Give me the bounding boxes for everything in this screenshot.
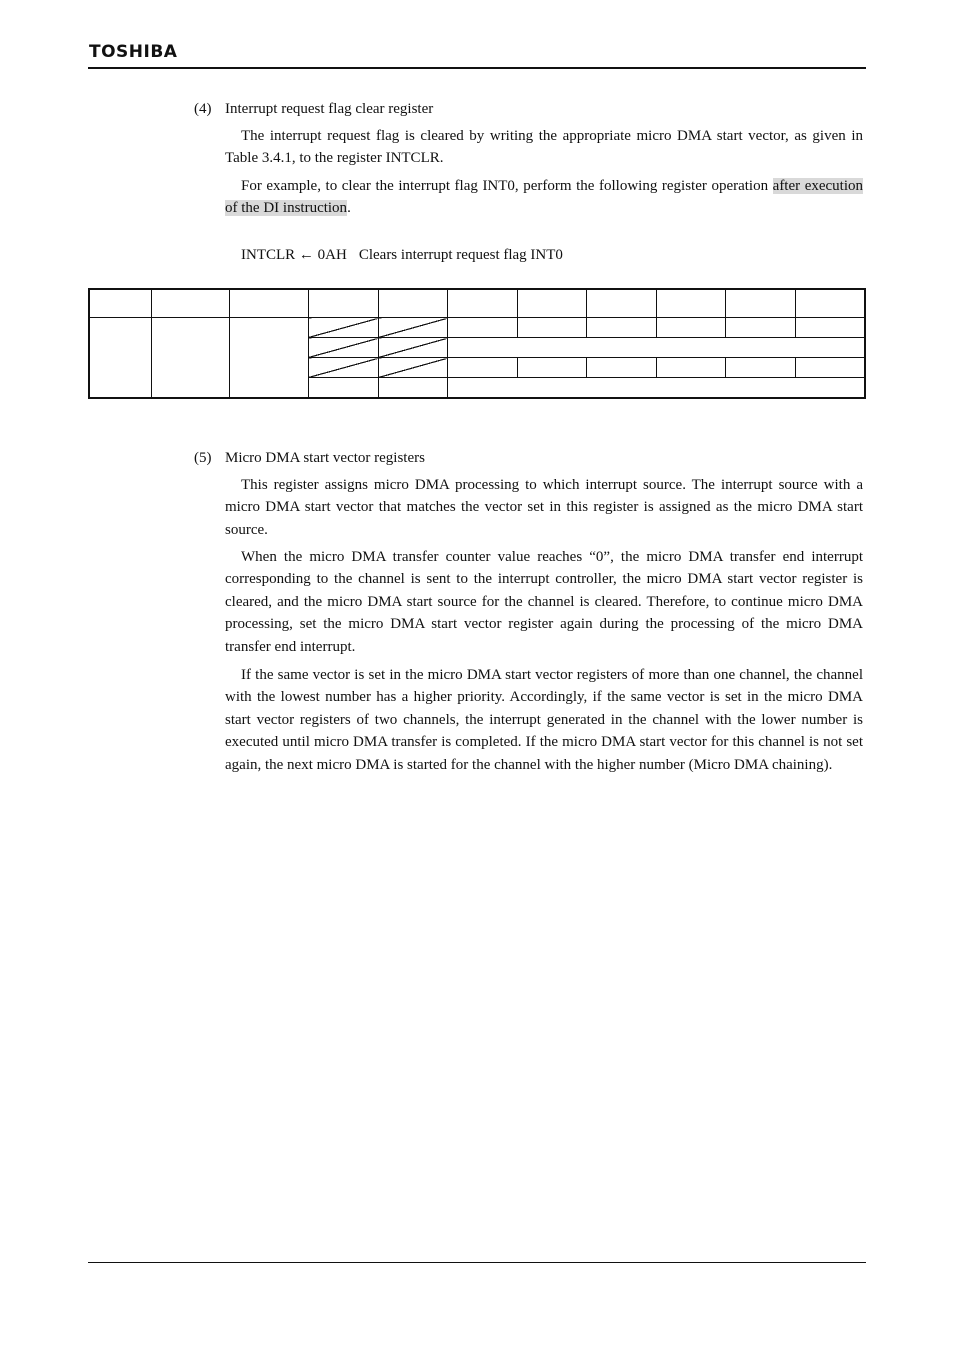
table-cell — [795, 318, 865, 338]
intclr-register-table — [88, 288, 866, 399]
table-cell — [725, 289, 795, 318]
table-cell — [725, 358, 795, 378]
code-example — [241, 244, 563, 266]
code-comment: Clears interrupt request flag INT0 — [358, 247, 563, 263]
unused-bit-cell — [308, 318, 378, 338]
table-cell — [447, 289, 517, 318]
table-cell — [229, 289, 308, 318]
table-cell — [656, 358, 725, 378]
section-5-paragraph-3: If the same vector is set in the micro DMA start vector registers of more than one channel, the channel with the lowest number has a higher priority. Accordingly, if the same vector is set in the micro DMA start vector registers of two channels, the interrupt generated in the channel with the lower number is executed until micro DMA transfer is completed. If the micro DMA start vector for this channel is not set again, the next micro DMA is started for the channel with the higher number (Micro DMA chaining). — [225, 667, 863, 773]
table-cell — [795, 358, 865, 378]
toshiba-logo: TOSHIBA — [89, 42, 178, 62]
table-cell — [586, 318, 656, 338]
table-cell — [517, 289, 586, 318]
paragraph-2-end: . — [347, 200, 351, 217]
table-cell — [586, 289, 656, 318]
unused-bit-cell — [378, 358, 447, 378]
table-cell — [656, 318, 725, 338]
table-cell — [795, 289, 865, 318]
unused-bit-cell — [378, 338, 447, 358]
unused-bit-cell — [308, 338, 378, 358]
code-operation: INTCLR ← 0AH — [241, 247, 347, 263]
header-rule — [88, 67, 866, 69]
table-cell — [378, 378, 447, 399]
table-cell — [447, 338, 865, 358]
table-cell — [151, 318, 229, 399]
table-cell — [308, 289, 378, 318]
section-5-paragraph-2: When the micro DMA transfer counter value reaches “0”, the micro DMA transfer end interrupt corresponding to the channel is sent to the interrupt controller, the micro DMA start vector register is cleared, and the micro DMA start source for the channel is cleared. Therefore, to continue micro DMA processing, set the micro DMA start vector register again during the processing of the micro DMA transfer end interrupt. — [225, 549, 863, 655]
table-cell — [308, 378, 378, 399]
table-cell — [89, 289, 151, 318]
table-cell — [586, 358, 656, 378]
table-cell — [229, 318, 308, 399]
highlighted-note: after execution of the DI instruction — [225, 178, 864, 217]
table-cell — [517, 358, 586, 378]
table-cell — [725, 318, 795, 338]
section-5-number: (5) — [194, 450, 212, 466]
table-cell — [151, 289, 229, 318]
section-4-title: Interrupt request flag clear register — [225, 101, 434, 117]
table-row — [89, 318, 865, 338]
table-cell — [447, 378, 865, 399]
footer-rule — [88, 1262, 866, 1263]
table-cell — [447, 358, 517, 378]
unused-bit-cell — [378, 318, 447, 338]
section-5-paragraph-1: This register assigns micro DMA processing to which interrupt source. The interrupt source with a micro DMA start vector that matches the vector set in this register is assigned as the micro DMA start source. — [225, 477, 863, 538]
section-4-paragraph-1: The interrupt request flag is cleared by writing the appropriate micro DMA start vector, as given in Table 3.4.1, to the register INTCLR. — [225, 128, 863, 167]
table-cell — [378, 289, 447, 318]
unused-bit-cell — [308, 358, 378, 378]
section-4-paragraph-2 — [225, 175, 863, 220]
table-cell — [656, 289, 725, 318]
paragraph-2-text: For example, to clear the interrupt flag INT0, perform the following register operation — [241, 178, 773, 194]
table-cell — [517, 318, 586, 338]
table-cell — [447, 318, 517, 338]
section-4-number: (4) — [194, 101, 212, 117]
section-5-title: Micro DMA start vector registers — [225, 450, 425, 466]
section-5-heading — [194, 447, 425, 469]
table-cell — [89, 318, 151, 399]
table-header-row — [89, 289, 865, 318]
section-4-heading — [194, 98, 433, 120]
